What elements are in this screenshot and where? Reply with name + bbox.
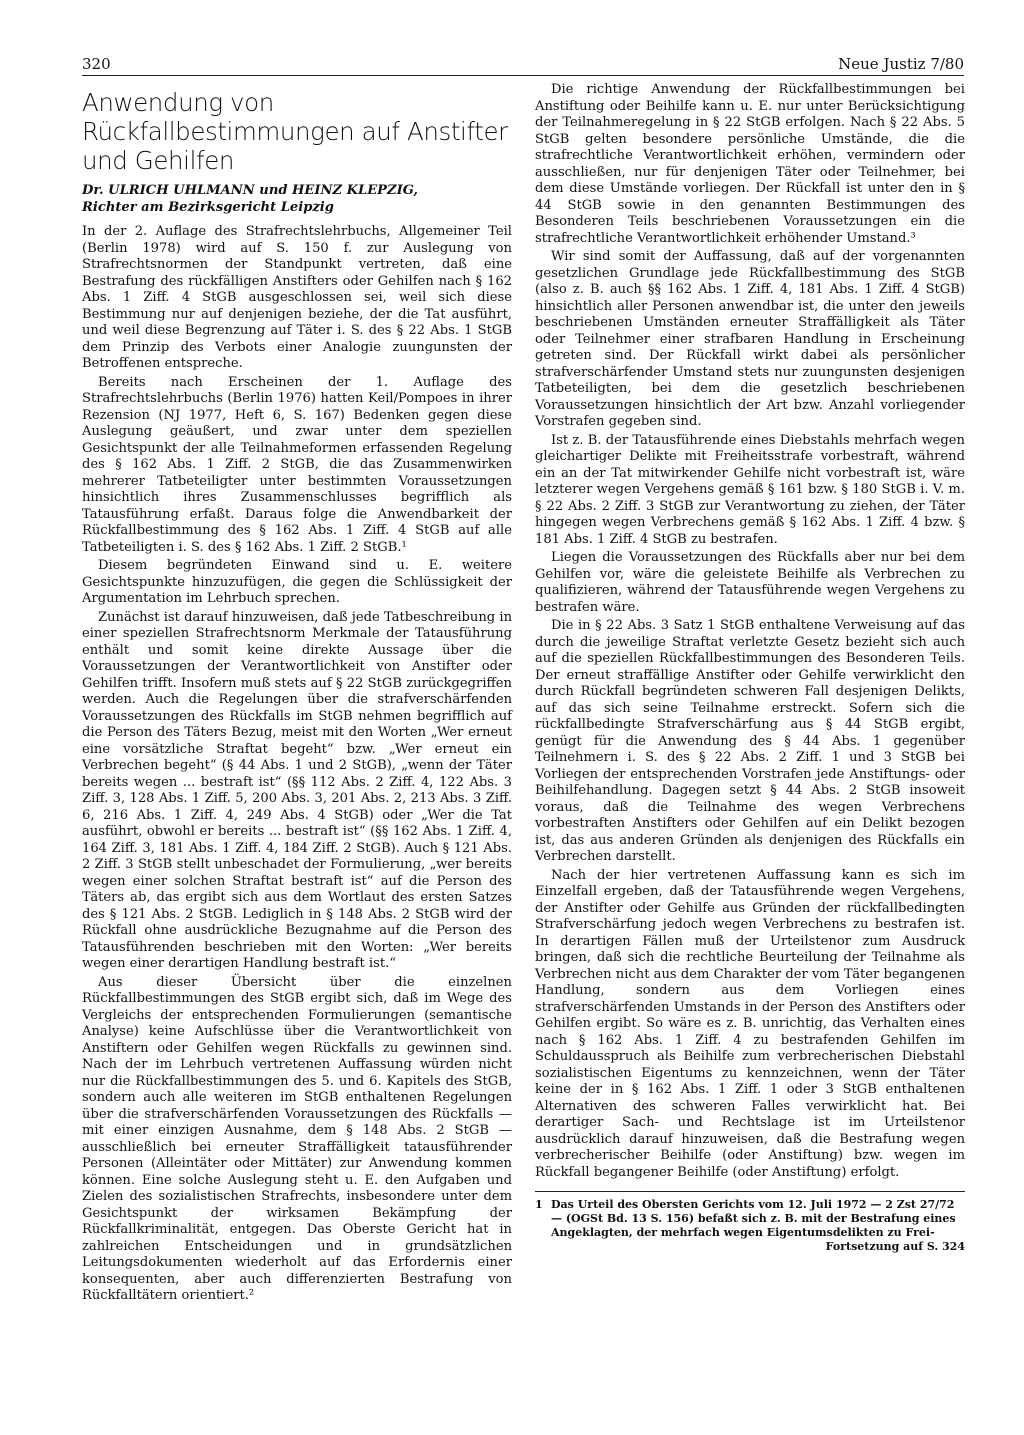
- paragraph: Bereits nach Erscheinen der 1. Auflage des Strafrechtslehrbuchs (Berlin 1976) hatten Keil/Pompoes in ihrer Rezension (NJ 1977, Heft 6, S. 167) Bedenken gegen diese Auslegung geäußert, und zwar unter dem speziellen Gesichtspunkt der alle Teilnahmeformen erfassenden Regelung des § 162 Abs. 1 Ziff. 2 StGB, die das Zusammenwirken mehrerer Tatbeteiligter unter bestimmten Voraussetzungen hinsichtlich ihres Zusammenschlusses begrifflich als Tatausführung erfaßt. Daraus folge die Anwendbarkeit der Rückfallbestimmung des § 162 Abs. 1 Ziff. 4 StGB auf alle Tatbeteiligten i. S. des § 162 Abs. 1 Ziff. 2 StGB.¹: [82, 374, 512, 555]
- journal-issue: Neue Justiz 7/80: [838, 55, 964, 73]
- paragraph: Die richtige Anwendung der Rückfallbestimmungen bei Anstiftung oder Beihilfe kann u. E. nur unter Berücksichtigung der Teilnahmeregelung in § 22 StGB erfolgen. Nach § 22 Abs. 5 StGB gelten besondere persönliche Umstände, die die strafrechtliche Verantwortlichkeit erhöhen, vermindern oder ausschließen, nur für denjenigen Täter oder Teilnehmer, bei dem diese Umstände vorliegen. Der Rückfall ist unter den in § 44 StGB sowie in den genannten Bestimmungen des Besonderen Teils beschriebenen Voraussetzungen ein die strafrechtliche Verantwortlichkeit erhöhender Umstand.³: [535, 82, 965, 246]
- left-column: [82, 82, 512, 1307]
- paragraph: Wir sind somit der Auffassung, daß auf der vorgenannten gesetzlichen Grundlage jede Rückfallbestimmung des StGB (also z. B. auch §§ 162 Abs. 1 Ziff. 4, 181 Abs. 1 Ziff. 4 StGB) hinsichtlich aller Personen anwendbar ist, die unter den jeweils beschriebenen Umständen erneuter Straffälligkeit als Täter oder Teilnehmer einer strafbaren Handlung in Erscheinung getreten sind. Der Rückfall wirkt dabei als persönlicher strafverschärfender Umstand stets nur zuungunsten desjenigen Tatbeteiligten, bei dem die gesetzlich beschriebenen Voraussetzungen hinsichtlich der Art bzw. Anzahl vorliegender Vorstrafen gegeben sind.: [535, 249, 965, 429]
- paragraph: Die in § 22 Abs. 3 Satz 1 StGB enthaltene Verweisung auf das durch die jeweilige Straftat verletzte Gesetz bezieht sich auch auf die speziellen Rückfallbestimmungen des Besonderen Teils. Der erneut straffällige Anstifter oder Gehilfe verwirklicht den durch Rückfall begründeten schweren Fall desjenigen Delikts, auf das sich seine Teilnahme erstreckt. Sofern sich die rückfallbedingte Strafverschärfung aus § 44 StGB ergibt, genügt für die Anwendung des § 44 Abs. 1 gegenüber Teilnehmern i. S. des § 22 Abs. 2 Ziff. 1 und 3 StGB bei Vorliegen der entsprechenden Vorstrafen jede Anstiftungs- oder Beihilfehandlung. Dagegen setzt § 44 Abs. 2 StGB insoweit voraus, daß die Teilnahme des wegen Verbrechens vorbestraften Anstifters oder Gehilfen auf ein Delikt bezogen ist, das aus anderen Gründen als denjenigen des Rückfalls ein Verbrechen darstellt.: [535, 618, 965, 864]
- article-authors: [82, 183, 512, 216]
- page-header: [82, 55, 964, 76]
- footnote-continued: Fortsetzung auf S. 324: [825, 1240, 965, 1253]
- footnote-separator: [535, 1191, 965, 1192]
- footnote: [535, 1198, 965, 1254]
- paragraph: Ist z. B. der Tatausführende eines Diebstahls mehrfach wegen gleichartiger Delikte mit Freiheitsstrafe vorbestraft, während ein an der Tat mitwirkender Gehilfe nicht vorbestraft ist, wäre letzterer wegen Vergehens gemäß § 161 bzw. § 180 StGB i. V. m. § 22 Abs. 2 Ziff. 3 StGB zur Verantwortung zu ziehen, der Täter hingegen wegen Verbrechens gemäß § 162 Abs. 1 Ziff. 4 bzw. § 181 Abs. 1 Ziff. 4 StGB zu bestrafen.: [535, 432, 965, 547]
- paragraph: Liegen die Voraussetzungen des Rückfalls aber nur bei dem Gehilfen vor, wäre die geleistete Beihilfe als Verbrechen zu qualifizieren, während der Tatausführende wegen Vergehens zu bestrafen wäre.: [535, 550, 965, 615]
- paragraph: Nach der hier vertretenen Auffassung kann es sich im Einzelfall ergeben, daß der Tatausführende wegen Vergehens, der Anstifter oder Gehilfe aus Gründen der rückfallbedingten Strafverschärfung jedoch wegen Verbrechens zu bestrafen ist. In derartigen Fällen muß der Urteilstenor zum Ausdruck bringen, daß sich die rechtliche Beurteilung der Teilnahme als Verbrechen nicht aus dem Charakter der vom Täter begangenen Handlung, sondern aus dem Vorliegen eines strafverschärfenden Umstands in der Person des Anstifters oder Gehilfen ergibt. So wäre es z. B. unrichtig, das Verhalten eines nach § 162 Abs. 1 Ziff. 4 zu bestrafenden Gehilfen im Schuldausspruch als Beihilfe zum verbrecherischen Diebstahl sozialistischen Eigentums zu kennzeichnen, wenn der Täter keine der in § 162 Abs. 1 Ziff. 1 oder 3 StGB enthaltenen Alternativen des schweren Falles verwirklicht hat. Bei derartiger Sach- und Rechtslage ist im Urteilstenor ausdrücklich darauf hinzuweisen, daß die Bestrafung wegen verbrecherischer Beihilfe (oder Anstiftung) bzw. wegen im Rückfall begangener Beihilfe (oder Anstiftung) erfolgt.: [535, 867, 965, 1180]
- paragraph: Zunächst ist darauf hinzuweisen, daß jede Tatbeschreibung in einer speziellen Strafrechtsnorm Merkmale der Tatausführung enthält und somit keine direkte Aussage über die Voraussetzungen der Verantwortlichkeit von Anstifter oder Gehilfen trifft. Insofern muß stets auf § 22 StGB zurückgegriffen werden. Auch die Regelungen über die strafverschärfenden Voraussetzungen des Rückfalls im StGB nehmen begrifflich auf die Person des Täters Bezug, meist mit den Worten „Wer erneut eine vorsätzliche Straftat begeht“ bzw. „Wer erneut ein Verbrechen begeht“ (§ 44 Abs. 1 und 2 StGB), „wenn der Täter bereits wegen ... bestraft ist“ (§§ 112 Abs. 2 Ziff. 4, 122 Abs. 3 Ziff. 3, 128 Abs. 1 Ziff. 5, 200 Abs. 3, 201 Abs. 2, 213 Abs. 3 Ziff. 6, 216 Abs. 1 Ziff. 4, 249 Abs. 4 StGB) oder „Wer die Tat ausführt, obwohl er bereits ... bestraft ist“ (§§ 162 Abs. 1 Ziff. 4, 164 Ziff. 3, 181 Abs. 1 Ziff. 4, 184 Ziff. 2 StGB). Auch § 121 Abs. 2 Ziff. 3 StGB stellt unbeschadet der Formulierung, „wer bereits wegen einer solchen Straftat bestraft ist“ auf die Person des Täters ab, das ergibt sich aus dem Wortlaut des ersten Satzes des § 121 Abs. 2 StGB. Lediglich in § 148 Abs. 2 StGB wird der Rückfall ohne ausdrückliche Bezugnahme auf die Person des Tatausführenden beschrieben mit den Worten: „Wer bereits wegen einer derartigen Handlung bestraft ist.“: [82, 609, 512, 971]
- paragraph: Diesem begründeten Einwand sind u. E. weitere Gesichtspunkte hinzuzufügen, die gegen die Schlüssigkeit der Argumentation im Lehrbuch sprechen.: [82, 558, 512, 606]
- paragraph: In der 2. Auflage des Strafrechtslehrbuchs, Allgemeiner Teil (Berlin 1978) wird auf S. 150 f. zur Auslegung von Strafrechtsnormen der Standpunkt vertreten, daß eine Bestrafung des rückfälligen Anstifters oder Gehilfen nach § 162 Abs. 1 Ziff. 4 StGB ausgeschlossen sei, weil sich diese Bestimmung nur auf denjenigen beziehe, der die Tat ausführt, und weil diese Begrenzung auf Täter i. S. des § 22 Abs. 1 StGB dem Prinzip des Verbots einer Analogie zuungunsten der Betroffenen entspreche.: [82, 224, 512, 371]
- page-number: 320: [82, 55, 111, 73]
- article-title: Anwendung von Rückfallbestimmungen auf Anstifter und Gehilfen: [82, 88, 508, 175]
- right-column: [535, 82, 965, 1254]
- footnote-text: Das Urteil des Obersten Gerichts vom 12. Juli 1972 — 2 Zst 27/72 — (OGSt Bd. 13 S. 156) befaßt sich z. B. mit der Bestrafung eines Angeklagten, der mehrfach wegen Eigentumsdelikten zu Frei-: [551, 1198, 956, 1239]
- authors-names: Dr. ULRICH UHLMANN und HEINZ KLEPZIG,: [82, 183, 418, 198]
- paragraph: Aus dieser Übersicht über die einzelnen Rückfallbestimmungen des StGB ergibt sich, daß im Wege des Vergleichs der entsprechenden Formulierungen (semantische Analyse) keine Aufschlüsse über die Verantwortlichkeit von Anstiftern oder Gehilfen wegen Rückfalls zu gewinnen sind. Nach der im Lehrbuch vertretenen Auffassung würden nicht nur die Rückfallbestimmungen des 5. und 6. Kapitels des StGB, sondern auch alle weiteren im StGB enthaltenen Regelungen über die strafverschärfenden Voraussetzungen des Rückfalls — mit einer einzigen Ausnahme, dem § 148 Abs. 2 StGB — ausschließlich bei erneuter Straffälligkeit tatausführender Personen (Alleintäter oder Mittäter) zur Anwendung kommen können. Eine solche Auslegung steht u. E. den Aufgaben und Zielen des sozialistischen Strafrechts, insbesondere unter dem Gesichtspunkt der wirksamen Bekämpfung der Rückfallkriminalität, entgegen. Das Oberste Gericht hat in zahlreichen Entscheidungen und in grundsätzlichen Leitungsdokumenten wiederholt auf das Erfordernis einer konsequenten, aber auch differenzierten Bestrafung von Rückfalltätern orientiert.²: [82, 974, 512, 1303]
- authors-affiliation: Richter am Bezirksgericht Leipzig: [82, 199, 334, 215]
- footnote-number: 1: [535, 1198, 543, 1211]
